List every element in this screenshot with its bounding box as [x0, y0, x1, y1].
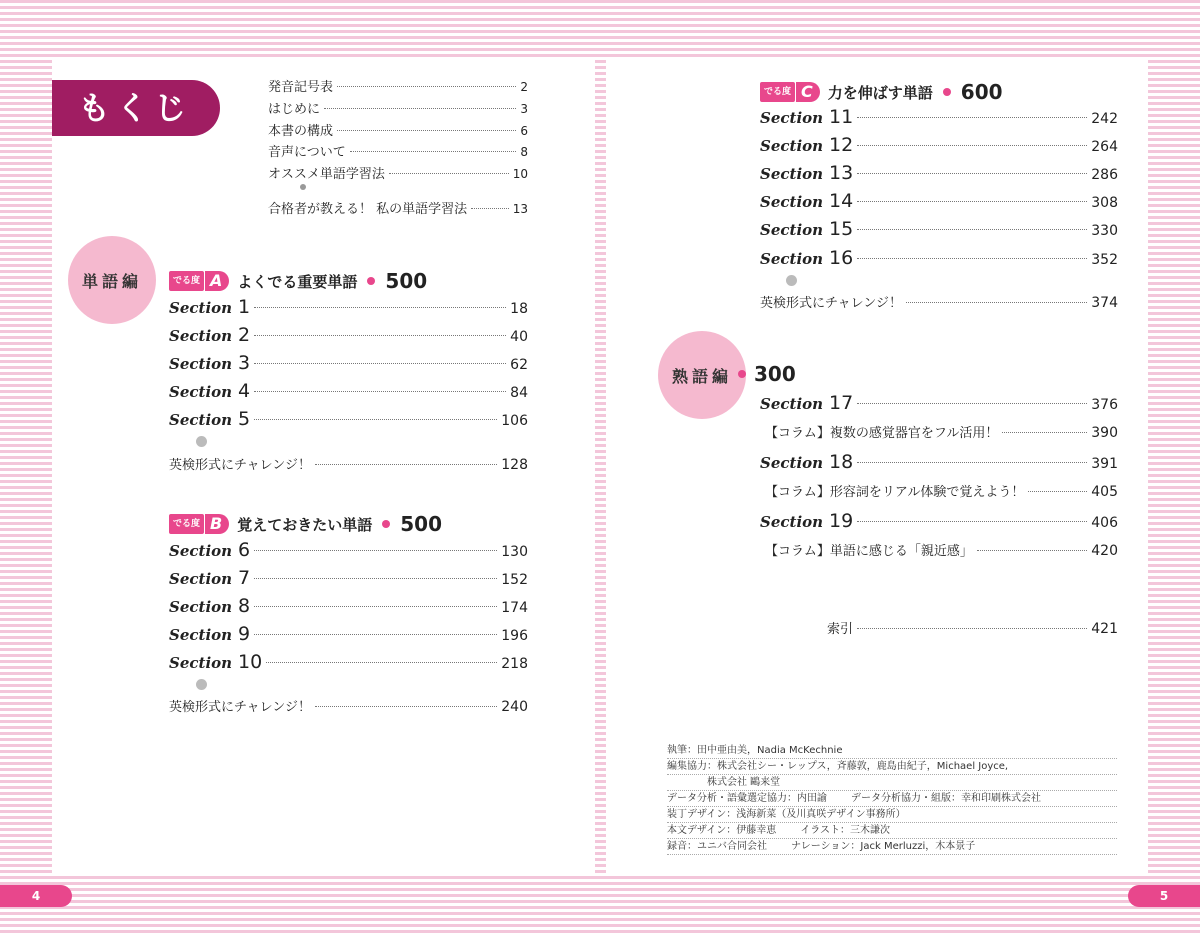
credit-text: ナレーション：Jack Merluzzi，木本景子	[791, 841, 976, 852]
credit-line	[667, 791, 1117, 807]
section-number: 11	[829, 106, 854, 128]
group-count: 600	[960, 80, 1003, 104]
toc-page: 330	[1091, 223, 1118, 239]
section-number: 18	[829, 451, 854, 473]
leader-dots	[857, 520, 1087, 522]
toc-label: 音声について	[268, 145, 346, 160]
group-title: よくでる重要単語	[237, 272, 358, 291]
toc-row-section[interactable]	[169, 408, 528, 430]
toc-row-front[interactable]	[268, 98, 528, 117]
leader-dots	[857, 144, 1087, 146]
section-word: Section	[169, 570, 233, 588]
credit-text: データ分析協力・組版：幸和印刷株式会社	[851, 793, 1041, 804]
toc-row-section[interactable]	[169, 296, 528, 318]
group-title: 覚えておきたい単語	[237, 515, 373, 534]
toc-label: 英検形式にチャレンジ！	[169, 458, 311, 473]
section-number: 6	[238, 539, 251, 561]
toc-page: 240	[501, 699, 528, 715]
leader-dots	[906, 301, 1087, 303]
toc-row-challenge[interactable]	[169, 454, 528, 473]
part-circle-words: 単語編	[68, 236, 156, 324]
toc-row-section[interactable]	[169, 539, 528, 561]
section-word: Section	[169, 327, 233, 345]
group-heading-c	[760, 80, 1003, 104]
toc-page: 18	[510, 301, 528, 317]
credit-text: 本文デザイン：伊藤幸恵	[667, 825, 777, 836]
credit-text: データ分析・語彙選定協力：内田諭	[667, 793, 827, 804]
credit-text: イラスト：三木謙次	[800, 825, 891, 836]
leader-dots	[1028, 490, 1087, 492]
leader-dots	[254, 362, 506, 364]
leader-dots	[857, 402, 1087, 404]
toc-page: 264	[1091, 139, 1118, 155]
toc-page: 286	[1091, 167, 1118, 183]
group-heading-b	[169, 512, 442, 536]
section-word: Section	[760, 454, 824, 472]
leader-dots	[254, 605, 497, 607]
credit-line	[667, 839, 1117, 855]
leader-dots	[1002, 431, 1087, 433]
section-word: Section	[760, 221, 824, 239]
toc-label: 本書の構成	[268, 124, 334, 139]
idioms-count: 300	[754, 362, 796, 386]
leader-dots	[254, 418, 497, 420]
toc-row-front[interactable]	[268, 198, 528, 217]
toc-page: 174	[501, 600, 528, 616]
toc-row-section[interactable]	[760, 392, 1118, 414]
section-number: 16	[829, 247, 854, 269]
pink-dot-icon	[738, 370, 746, 378]
toc-page: 40	[510, 329, 528, 345]
toc-row-section[interactable]	[760, 247, 1118, 269]
section-word: Section	[169, 299, 233, 317]
leader-dots	[254, 306, 506, 308]
toc-row-section[interactable]	[169, 567, 528, 589]
section-word: Section	[169, 542, 233, 560]
credit-line	[667, 807, 1117, 823]
section-number: 1	[238, 296, 251, 318]
section-word: Section	[760, 109, 824, 127]
toc-row-section[interactable]	[169, 380, 528, 402]
leader-dots	[857, 200, 1087, 202]
frequency-badge: でる度	[169, 514, 204, 534]
section-number: 10	[238, 651, 263, 673]
toc-row-section[interactable]	[760, 451, 1118, 473]
toc-row-front[interactable]	[268, 141, 528, 160]
toc-label: 発音記号表	[268, 80, 334, 95]
toc-row-challenge[interactable]	[760, 292, 1118, 311]
leader-dots	[857, 627, 1087, 629]
section-number: 5	[238, 408, 251, 430]
toc-row-section[interactable]	[760, 162, 1118, 184]
section-number: 9	[238, 623, 251, 645]
section-number: 17	[829, 392, 854, 414]
toc-row-index[interactable]	[827, 618, 1118, 637]
toc-row-column[interactable]	[765, 481, 1118, 500]
leader-dots	[471, 207, 509, 209]
toc-label: 英検形式にチャレンジ！	[169, 700, 311, 715]
section-number: 12	[829, 134, 854, 156]
credit-text: 装丁デザイン：浅海新菜（及川真咲デザイン事務所）	[667, 809, 906, 820]
toc-row-section[interactable]	[760, 106, 1118, 128]
frequency-badge: でる度	[760, 82, 795, 102]
section-word: Section	[169, 411, 233, 429]
page-title: もくじ	[52, 80, 220, 136]
frequency-letter: B	[205, 514, 229, 534]
toc-row-section[interactable]	[169, 595, 528, 617]
toc-page: 6	[520, 124, 528, 138]
toc-row-section[interactable]	[760, 190, 1118, 212]
group-count: 500	[385, 269, 428, 293]
section-word: Section	[169, 355, 233, 373]
toc-page: 10	[512, 167, 528, 181]
frequency-letter: C	[796, 82, 820, 102]
idioms-heading	[738, 362, 796, 386]
column-label: 【コラム】単語に感じる「親近感」	[765, 544, 973, 559]
credit-line	[667, 775, 1117, 791]
toc-row-front[interactable]	[268, 76, 528, 95]
toc-page: 218	[501, 656, 528, 672]
toc-page: 196	[501, 628, 528, 644]
leader-dots	[389, 172, 509, 174]
section-number: 14	[829, 190, 854, 212]
toc-row-challenge[interactable]	[169, 696, 528, 715]
toc-page: 13	[512, 202, 528, 216]
section-number: 7	[238, 567, 251, 589]
leader-dots	[254, 390, 506, 392]
toc-page: 391	[1091, 456, 1118, 472]
pink-dot-icon	[382, 520, 390, 528]
toc-page: 374	[1091, 295, 1118, 311]
section-number: 19	[829, 510, 854, 532]
credit-line	[667, 743, 1117, 759]
toc-label: オススメ単語学習法	[268, 167, 385, 182]
credits-block	[667, 743, 1117, 855]
toc-row-section[interactable]	[169, 352, 528, 374]
section-word: Section	[760, 250, 824, 268]
toc-page: 376	[1091, 397, 1118, 413]
toc-row-front[interactable]	[268, 163, 528, 182]
toc-page: 352	[1091, 252, 1118, 268]
group-count: 500	[400, 512, 442, 536]
page-number-left: 4	[0, 885, 72, 907]
frequency-badge: でる度	[169, 271, 204, 291]
leader-dots	[857, 461, 1087, 463]
toc-label: 英検形式にチャレンジ！	[760, 296, 902, 311]
group-heading-a	[169, 269, 427, 293]
toc-page: 3	[520, 102, 528, 116]
leader-dots	[266, 661, 497, 663]
section-word: Section	[169, 654, 233, 672]
leader-dots	[254, 549, 497, 551]
leader-dots	[254, 334, 506, 336]
leader-dots	[315, 705, 497, 707]
separator-dot	[300, 184, 306, 190]
toc-page: 421	[1091, 621, 1118, 637]
column-label: 【コラム】複数の感覚器官をフル活用！	[765, 426, 999, 441]
leader-dots	[315, 463, 497, 465]
section-number: 15	[829, 218, 854, 240]
frequency-letter: A	[205, 271, 229, 291]
part-circle-idioms: 熟語編	[658, 331, 746, 419]
leader-dots	[857, 257, 1087, 259]
section-word: Section	[760, 137, 824, 155]
toc-page: 8	[520, 145, 528, 159]
leader-dots	[857, 172, 1087, 174]
section-word: Section	[760, 395, 824, 413]
toc-page: 405	[1091, 484, 1118, 500]
leader-dots	[324, 107, 516, 109]
toc-row-column[interactable]	[765, 422, 1118, 441]
toc-page: 420	[1091, 543, 1118, 559]
separator-dot	[196, 436, 207, 447]
toc-page: 62	[510, 357, 528, 373]
column-label: 【コラム】形容詞をリアル体験で覚えよう！	[765, 485, 1025, 500]
toc-page: 152	[501, 572, 528, 588]
section-word: Section	[169, 598, 233, 616]
toc-row-section[interactable]	[169, 623, 528, 645]
leader-dots	[350, 150, 517, 152]
toc-page: 84	[510, 385, 528, 401]
section-word: Section	[169, 626, 233, 644]
toc-page: 106	[501, 413, 528, 429]
leader-dots	[857, 116, 1087, 118]
separator-dot	[196, 679, 207, 690]
leader-dots	[337, 129, 516, 131]
credit-line	[667, 759, 1117, 775]
leader-dots	[337, 85, 516, 87]
toc-row-section[interactable]	[169, 651, 528, 673]
pink-dot-icon	[943, 88, 951, 96]
toc-row-column[interactable]	[765, 540, 1118, 559]
pink-dot-icon	[367, 277, 375, 285]
toc-row-front[interactable]	[268, 120, 528, 139]
toc-page: 130	[501, 544, 528, 560]
leader-dots	[977, 549, 1087, 551]
section-number: 13	[829, 162, 854, 184]
section-number: 8	[238, 595, 251, 617]
toc-page: 2	[520, 80, 528, 94]
leader-dots	[254, 577, 497, 579]
toc-label: はじめに	[268, 102, 321, 117]
section-word: Section	[760, 513, 824, 531]
section-number: 2	[238, 324, 251, 346]
toc-page: 390	[1091, 425, 1118, 441]
leader-dots	[254, 633, 497, 635]
section-number: 3	[238, 352, 251, 374]
section-number: 4	[238, 380, 251, 402]
toc-row-section[interactable]	[760, 510, 1118, 532]
toc-page: 128	[501, 457, 528, 473]
separator-dot	[786, 275, 797, 286]
leader-dots	[857, 228, 1087, 230]
toc-page: 406	[1091, 515, 1118, 531]
credit-text: 株式会社 鷗来堂	[707, 777, 781, 788]
credit-text: 録音：ユニバ合同会社	[667, 841, 767, 852]
credit-line	[667, 823, 1117, 839]
toc-page: 308	[1091, 195, 1118, 211]
toc-row-section[interactable]	[169, 324, 528, 346]
toc-row-section[interactable]	[760, 218, 1118, 240]
credit-text: 執筆：田中亜由美，Nadia McKechnie	[667, 745, 843, 756]
toc-row-section[interactable]	[760, 134, 1118, 156]
toc-page: 242	[1091, 111, 1118, 127]
credit-text: 編集協力：株式会社シー・レップス，斉藤敦，鹿島由紀子，Michael Joyce,	[667, 761, 1009, 772]
section-word: Section	[760, 165, 824, 183]
section-word: Section	[760, 193, 824, 211]
section-word: Section	[169, 383, 233, 401]
page-number-right: 5	[1128, 885, 1200, 907]
toc-label: 索引	[827, 622, 854, 637]
toc-label: 合格者が教える！ 私の単語学習法	[268, 202, 468, 217]
group-title: 力を伸ばす単語	[827, 83, 933, 102]
